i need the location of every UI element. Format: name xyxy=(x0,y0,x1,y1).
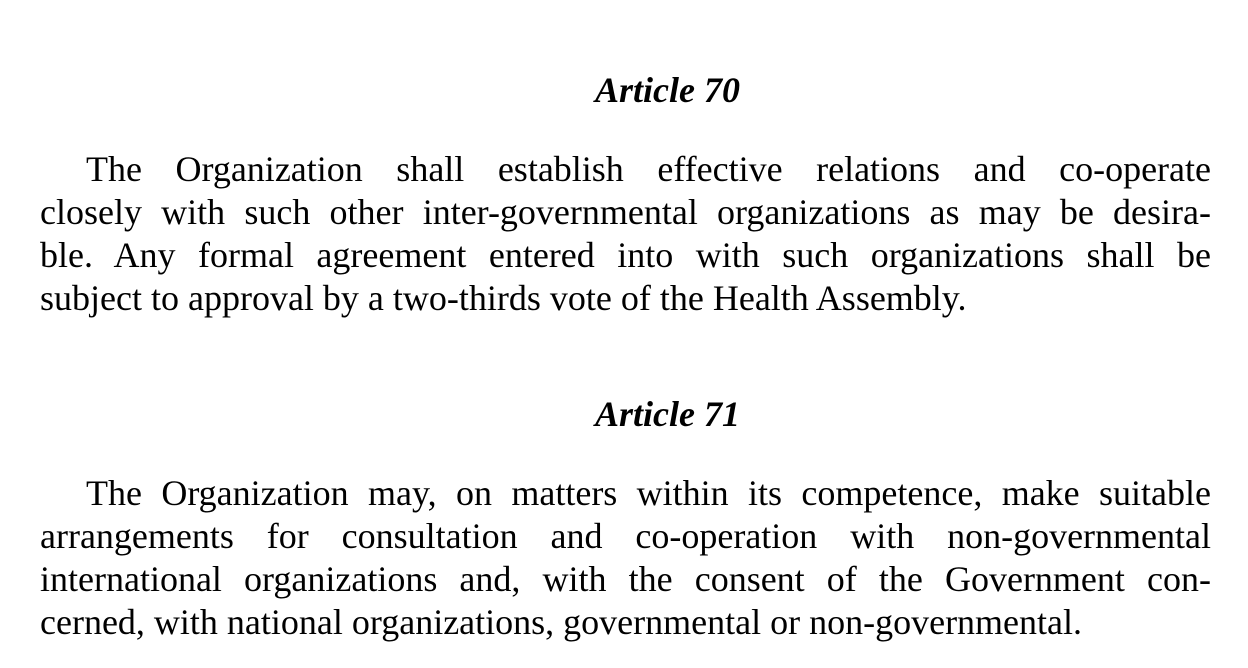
article-body xyxy=(40,148,1211,320)
document-page xyxy=(40,0,1211,668)
text-line: The Organization may, on matters within its competence, make suitable xyxy=(86,473,1211,513)
article-heading: Article 70 xyxy=(595,70,740,110)
article-70 xyxy=(40,62,1211,318)
article-body xyxy=(40,472,1211,644)
text-line: cerned, with national organizations, governmental or non-governmental. xyxy=(40,602,1083,642)
text-line: The Organization shall establish effective relations and co-operate xyxy=(86,149,1211,189)
text-line: arrangements for consultation and co-operation with non-governmental xyxy=(40,516,1211,556)
text-line: closely with such other inter-governmental organizations as may be desira- xyxy=(40,192,1211,232)
article-heading: Article 71 xyxy=(595,394,740,434)
text-line: ble. Any formal agreement entered into with such organizations shall be xyxy=(40,235,1211,275)
text-line: subject to approval by a two-thirds vote of the Health Assembly. xyxy=(40,278,967,318)
text-line: international organizations and, with the consent of the Government con- xyxy=(40,559,1211,599)
article-71 xyxy=(40,386,1211,642)
